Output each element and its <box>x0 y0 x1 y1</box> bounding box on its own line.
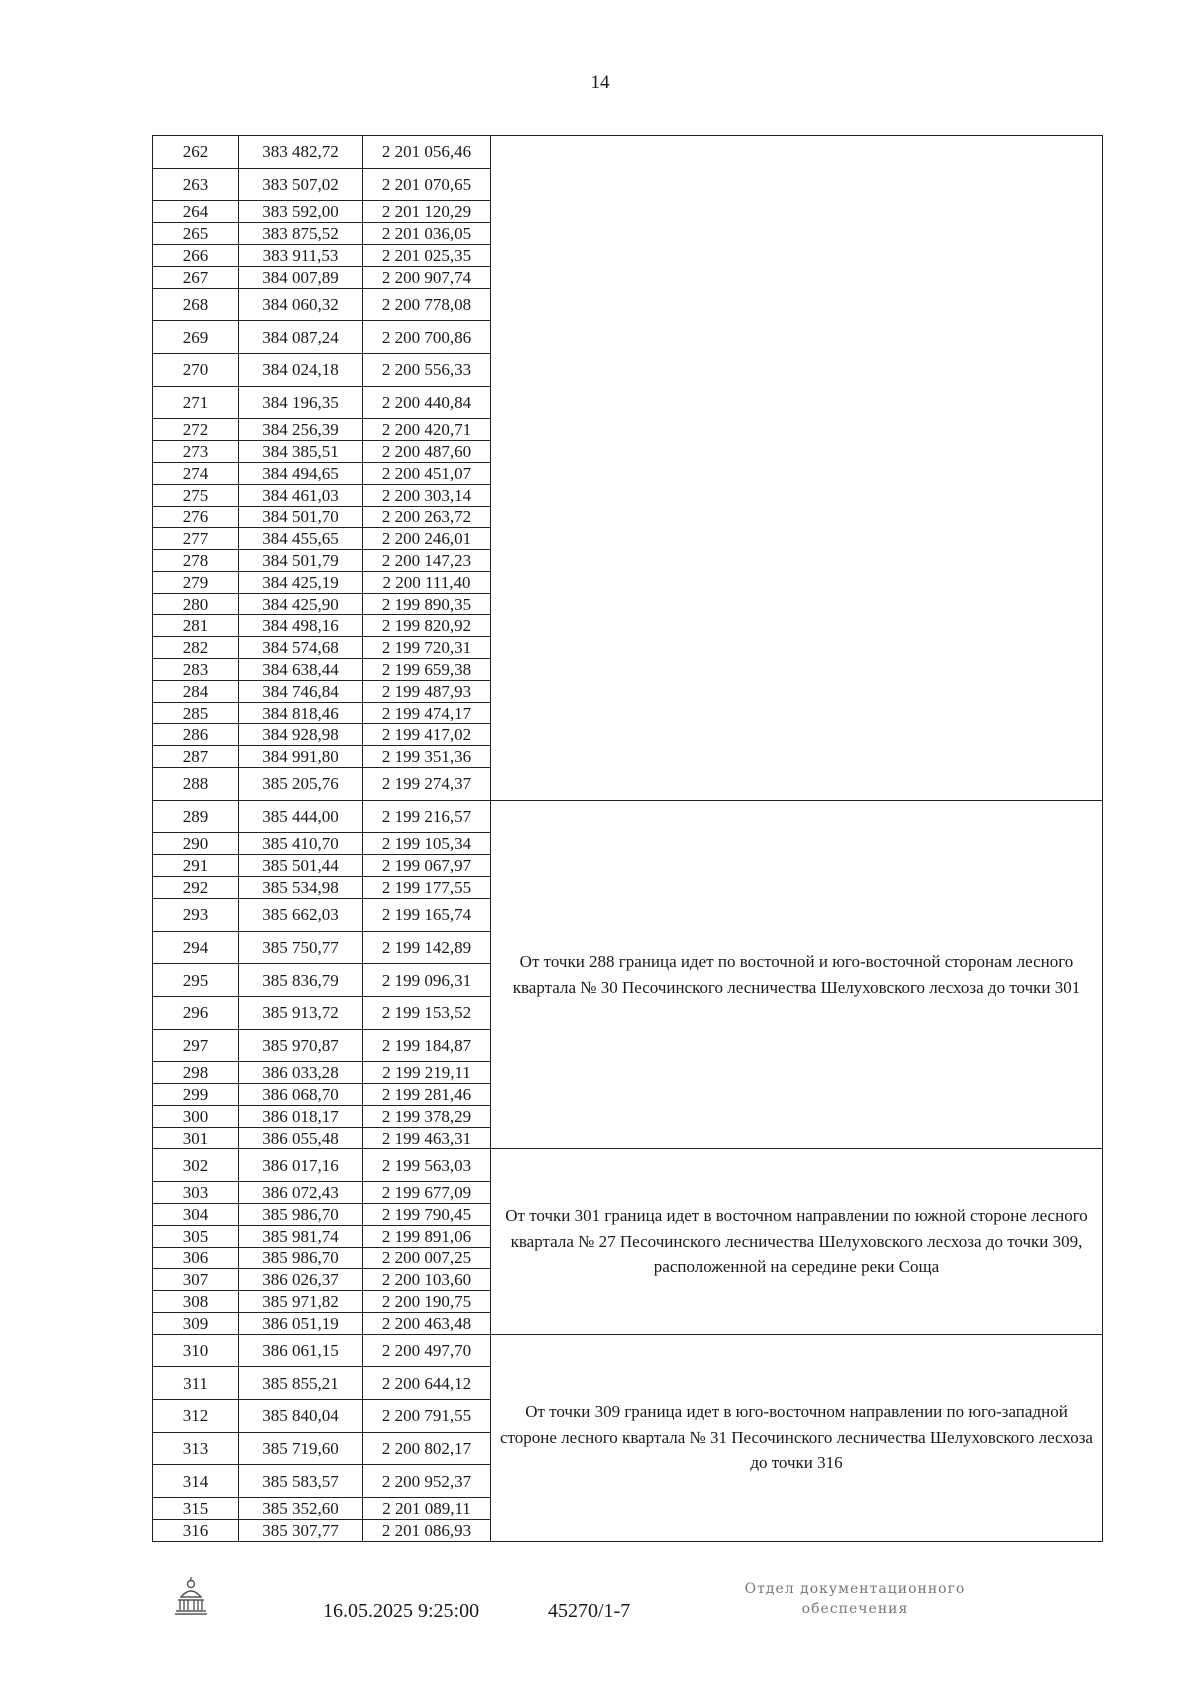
point-number-cell: 281 <box>153 615 239 637</box>
y-coordinate-cell: 2 199 463,31 <box>363 1127 491 1149</box>
point-number-cell: 298 <box>153 1062 239 1084</box>
point-number-cell: 297 <box>153 1029 239 1062</box>
point-number-cell: 278 <box>153 550 239 572</box>
boundary-description-cell: От точки 288 граница идет по восточной и юго-восточной сторонам лесного квартала № 30 Песочинского лесничества Шелуховского лесхоза до точки 301 <box>491 800 1103 1149</box>
y-coordinate-cell: 2 200 487,60 <box>363 441 491 463</box>
y-coordinate-cell: 2 200 190,75 <box>363 1291 491 1313</box>
y-coordinate-cell: 2 200 802,17 <box>363 1432 491 1465</box>
y-coordinate-cell: 2 201 086,93 <box>363 1519 491 1541</box>
y-coordinate-cell: 2 199 165,74 <box>363 898 491 931</box>
x-coordinate-cell: 386 068,70 <box>239 1084 363 1106</box>
point-number-cell: 275 <box>153 484 239 506</box>
x-coordinate-cell: 385 719,60 <box>239 1432 363 1465</box>
x-coordinate-cell: 385 981,74 <box>239 1225 363 1247</box>
x-coordinate-cell: 384 087,24 <box>239 321 363 354</box>
coordinates-table-body <box>153 136 1103 1542</box>
y-coordinate-cell: 2 201 089,11 <box>363 1498 491 1520</box>
y-coordinate-cell: 2 200 420,71 <box>363 419 491 441</box>
x-coordinate-cell: 384 501,79 <box>239 550 363 572</box>
point-number-cell: 277 <box>153 528 239 550</box>
point-number-cell: 285 <box>153 702 239 724</box>
y-coordinate-cell: 2 199 067,97 <box>363 855 491 877</box>
x-coordinate-cell: 386 072,43 <box>239 1182 363 1204</box>
x-coordinate-cell: 386 061,15 <box>239 1334 363 1367</box>
table-row <box>153 136 1103 169</box>
y-coordinate-cell: 2 201 120,29 <box>363 201 491 223</box>
y-coordinate-cell: 2 201 056,46 <box>363 136 491 169</box>
emblem-icon <box>170 1575 212 1617</box>
y-coordinate-cell: 2 199 720,31 <box>363 637 491 659</box>
x-coordinate-cell: 384 746,84 <box>239 680 363 702</box>
x-coordinate-cell: 384 501,70 <box>239 506 363 528</box>
y-coordinate-cell: 2 199 177,55 <box>363 877 491 899</box>
y-coordinate-cell: 2 200 246,01 <box>363 528 491 550</box>
x-coordinate-cell: 386 033,28 <box>239 1062 363 1084</box>
y-coordinate-cell: 2 200 497,70 <box>363 1334 491 1367</box>
x-coordinate-cell: 384 818,46 <box>239 702 363 724</box>
point-number-cell: 276 <box>153 506 239 528</box>
point-number-cell: 303 <box>153 1182 239 1204</box>
point-number-cell: 308 <box>153 1291 239 1313</box>
point-number-cell: 301 <box>153 1127 239 1149</box>
y-coordinate-cell: 2 201 025,35 <box>363 244 491 266</box>
x-coordinate-cell: 385 970,87 <box>239 1029 363 1062</box>
x-coordinate-cell: 384 455,65 <box>239 528 363 550</box>
x-coordinate-cell: 386 017,16 <box>239 1149 363 1182</box>
x-coordinate-cell: 385 971,82 <box>239 1291 363 1313</box>
y-coordinate-cell: 2 200 952,37 <box>363 1465 491 1498</box>
x-coordinate-cell: 384 425,19 <box>239 571 363 593</box>
point-number-cell: 314 <box>153 1465 239 1498</box>
y-coordinate-cell: 2 201 070,65 <box>363 168 491 201</box>
stamp-line-2: обеспечения <box>801 1600 909 1617</box>
boundary-description-cell: От точки 301 граница идет в восточном направлении по южной стороне лесного квартала № 27 Песочинского лесничества Шелуховского лесхоза до точки 309, расположенной на середине реки Соща <box>491 1149 1103 1334</box>
point-number-cell: 286 <box>153 724 239 746</box>
y-coordinate-cell: 2 200 907,74 <box>363 266 491 288</box>
x-coordinate-cell: 385 410,70 <box>239 833 363 855</box>
y-coordinate-cell: 2 199 105,34 <box>363 833 491 855</box>
y-coordinate-cell: 2 200 111,40 <box>363 571 491 593</box>
y-coordinate-cell: 2 200 103,60 <box>363 1269 491 1291</box>
point-number-cell: 305 <box>153 1225 239 1247</box>
x-coordinate-cell: 386 055,48 <box>239 1127 363 1149</box>
x-coordinate-cell: 386 026,37 <box>239 1269 363 1291</box>
x-coordinate-cell: 384 007,89 <box>239 266 363 288</box>
y-coordinate-cell: 2 200 778,08 <box>363 288 491 321</box>
y-coordinate-cell: 2 200 147,23 <box>363 550 491 572</box>
point-number-cell: 316 <box>153 1519 239 1541</box>
table-row <box>153 1334 1103 1367</box>
table-row <box>153 1149 1103 1182</box>
point-number-cell: 269 <box>153 321 239 354</box>
stamp-line-1: Отдел документационного <box>744 1581 966 1597</box>
x-coordinate-cell: 385 840,04 <box>239 1400 363 1433</box>
x-coordinate-cell: 383 875,52 <box>239 223 363 245</box>
x-coordinate-cell: 385 986,70 <box>239 1203 363 1225</box>
x-coordinate-cell: 384 928,98 <box>239 724 363 746</box>
x-coordinate-cell: 385 583,57 <box>239 1465 363 1498</box>
point-number-cell: 267 <box>153 266 239 288</box>
x-coordinate-cell: 385 750,77 <box>239 931 363 964</box>
point-number-cell: 272 <box>153 419 239 441</box>
y-coordinate-cell: 2 199 184,87 <box>363 1029 491 1062</box>
point-number-cell: 274 <box>153 462 239 484</box>
x-coordinate-cell: 385 662,03 <box>239 898 363 931</box>
y-coordinate-cell: 2 200 700,86 <box>363 321 491 354</box>
y-coordinate-cell: 2 200 451,07 <box>363 462 491 484</box>
point-number-cell: 283 <box>153 659 239 681</box>
x-coordinate-cell: 384 638,44 <box>239 659 363 681</box>
boundary-description-cell <box>491 136 1103 801</box>
department-stamp <box>700 1580 1010 1619</box>
x-coordinate-cell: 383 911,53 <box>239 244 363 266</box>
point-number-cell: 291 <box>153 855 239 877</box>
y-coordinate-cell: 2 199 417,02 <box>363 724 491 746</box>
y-coordinate-cell: 2 200 791,55 <box>363 1400 491 1433</box>
point-number-cell: 309 <box>153 1312 239 1334</box>
x-coordinate-cell: 384 498,16 <box>239 615 363 637</box>
y-coordinate-cell: 2 199 274,37 <box>363 768 491 801</box>
point-number-cell: 284 <box>153 680 239 702</box>
point-number-cell: 304 <box>153 1203 239 1225</box>
point-number-cell: 288 <box>153 768 239 801</box>
point-number-cell: 268 <box>153 288 239 321</box>
coordinates-table <box>152 135 1103 1542</box>
x-coordinate-cell: 383 507,02 <box>239 168 363 201</box>
point-number-cell: 271 <box>153 386 239 419</box>
point-number-cell: 273 <box>153 441 239 463</box>
point-number-cell: 299 <box>153 1084 239 1106</box>
page-number: 14 <box>590 72 610 93</box>
point-number-cell: 290 <box>153 833 239 855</box>
x-coordinate-cell: 384 494,65 <box>239 462 363 484</box>
y-coordinate-cell: 2 199 487,93 <box>363 680 491 702</box>
y-coordinate-cell: 2 200 556,33 <box>363 353 491 386</box>
y-coordinate-cell: 2 200 440,84 <box>363 386 491 419</box>
x-coordinate-cell: 385 855,21 <box>239 1367 363 1400</box>
point-number-cell: 282 <box>153 637 239 659</box>
point-number-cell: 262 <box>153 136 239 169</box>
x-coordinate-cell: 386 018,17 <box>239 1105 363 1127</box>
point-number-cell: 294 <box>153 931 239 964</box>
x-coordinate-cell: 383 592,00 <box>239 201 363 223</box>
point-number-cell: 295 <box>153 964 239 997</box>
x-coordinate-cell: 384 385,51 <box>239 441 363 463</box>
x-coordinate-cell: 384 425,90 <box>239 593 363 615</box>
x-coordinate-cell: 386 051,19 <box>239 1312 363 1334</box>
y-coordinate-cell: 2 199 096,31 <box>363 964 491 997</box>
point-number-cell: 313 <box>153 1432 239 1465</box>
point-number-cell: 302 <box>153 1149 239 1182</box>
point-number-cell: 292 <box>153 877 239 899</box>
x-coordinate-cell: 385 205,76 <box>239 768 363 801</box>
y-coordinate-cell: 2 199 378,29 <box>363 1105 491 1127</box>
x-coordinate-cell: 385 444,00 <box>239 800 363 833</box>
y-coordinate-cell: 2 200 463,48 <box>363 1312 491 1334</box>
x-coordinate-cell: 385 501,44 <box>239 855 363 877</box>
y-coordinate-cell: 2 200 644,12 <box>363 1367 491 1400</box>
boundary-description-cell: От точки 309 граница идет в юго-восточном направлении по юго-западной стороне лесного квартала № 31 Песочинского лесничества Шелуховского лесхоза до точки 316 <box>491 1334 1103 1541</box>
y-coordinate-cell: 2 199 153,52 <box>363 996 491 1029</box>
y-coordinate-cell: 2 200 303,14 <box>363 484 491 506</box>
point-number-cell: 315 <box>153 1498 239 1520</box>
y-coordinate-cell: 2 199 216,57 <box>363 800 491 833</box>
table-row <box>153 800 1103 833</box>
y-coordinate-cell: 2 199 891,06 <box>363 1225 491 1247</box>
point-number-cell: 311 <box>153 1367 239 1400</box>
x-coordinate-cell: 383 482,72 <box>239 136 363 169</box>
footer-doc-number: 45270/1-7 <box>548 1600 631 1622</box>
point-number-cell: 280 <box>153 593 239 615</box>
point-number-cell: 264 <box>153 201 239 223</box>
x-coordinate-cell: 385 534,98 <box>239 877 363 899</box>
y-coordinate-cell: 2 199 820,92 <box>363 615 491 637</box>
x-coordinate-cell: 384 060,32 <box>239 288 363 321</box>
y-coordinate-cell: 2 199 281,46 <box>363 1084 491 1106</box>
point-number-cell: 263 <box>153 168 239 201</box>
x-coordinate-cell: 384 461,03 <box>239 484 363 506</box>
y-coordinate-cell: 2 201 036,05 <box>363 223 491 245</box>
point-number-cell: 296 <box>153 996 239 1029</box>
point-number-cell: 287 <box>153 746 239 768</box>
point-number-cell: 289 <box>153 800 239 833</box>
x-coordinate-cell: 385 986,70 <box>239 1247 363 1269</box>
x-coordinate-cell: 385 352,60 <box>239 1498 363 1520</box>
y-coordinate-cell: 2 199 890,35 <box>363 593 491 615</box>
y-coordinate-cell: 2 199 142,89 <box>363 931 491 964</box>
point-number-cell: 293 <box>153 898 239 931</box>
x-coordinate-cell: 384 991,80 <box>239 746 363 768</box>
x-coordinate-cell: 385 836,79 <box>239 964 363 997</box>
point-number-cell: 300 <box>153 1105 239 1127</box>
y-coordinate-cell: 2 200 007,25 <box>363 1247 491 1269</box>
y-coordinate-cell: 2 199 677,09 <box>363 1182 491 1204</box>
footer-datetime: 16.05.2025 9:25:00 <box>323 1600 480 1622</box>
x-coordinate-cell: 384 196,35 <box>239 386 363 419</box>
x-coordinate-cell: 384 024,18 <box>239 353 363 386</box>
point-number-cell: 270 <box>153 353 239 386</box>
x-coordinate-cell: 384 574,68 <box>239 637 363 659</box>
y-coordinate-cell: 2 199 351,36 <box>363 746 491 768</box>
y-coordinate-cell: 2 199 790,45 <box>363 1203 491 1225</box>
point-number-cell: 306 <box>153 1247 239 1269</box>
x-coordinate-cell: 385 913,72 <box>239 996 363 1029</box>
y-coordinate-cell: 2 199 659,38 <box>363 659 491 681</box>
point-number-cell: 266 <box>153 244 239 266</box>
x-coordinate-cell: 384 256,39 <box>239 419 363 441</box>
y-coordinate-cell: 2 199 563,03 <box>363 1149 491 1182</box>
point-number-cell: 312 <box>153 1400 239 1433</box>
x-coordinate-cell: 385 307,77 <box>239 1519 363 1541</box>
y-coordinate-cell: 2 200 263,72 <box>363 506 491 528</box>
y-coordinate-cell: 2 199 474,17 <box>363 702 491 724</box>
point-number-cell: 307 <box>153 1269 239 1291</box>
point-number-cell: 310 <box>153 1334 239 1367</box>
y-coordinate-cell: 2 199 219,11 <box>363 1062 491 1084</box>
point-number-cell: 265 <box>153 223 239 245</box>
point-number-cell: 279 <box>153 571 239 593</box>
